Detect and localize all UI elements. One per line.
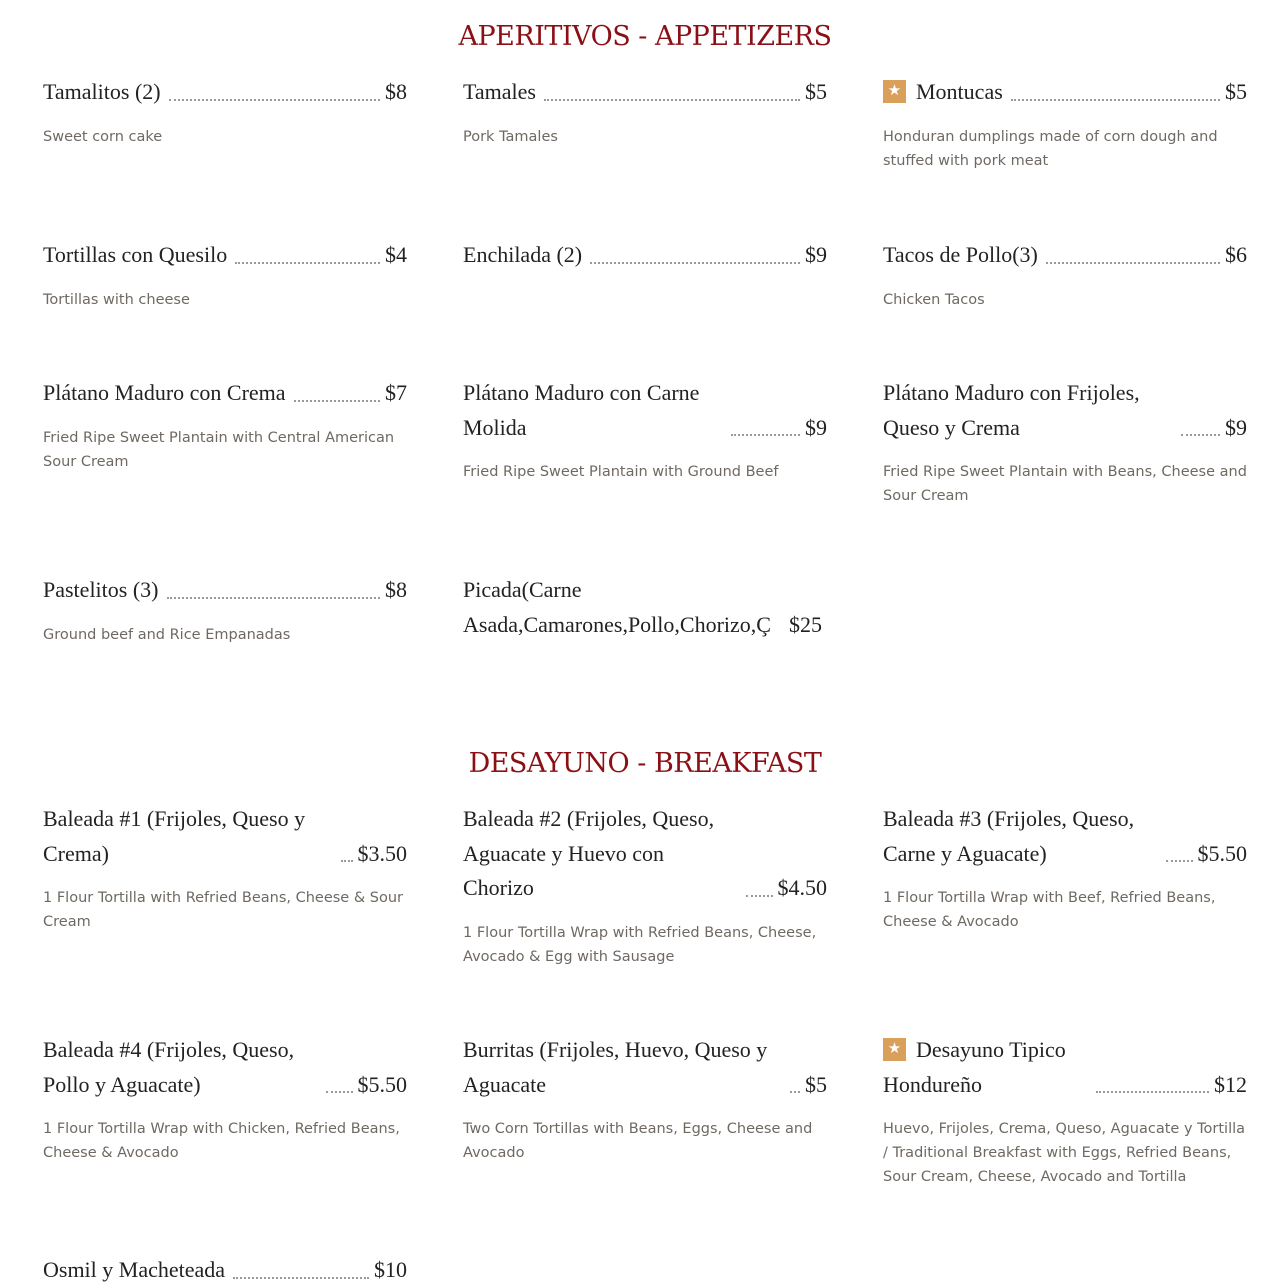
menu-item-desayuno-tipico bbox=[883, 1033, 1247, 1189]
item-price: $12 bbox=[1214, 1071, 1247, 1097]
item-price: $5 bbox=[805, 79, 827, 104]
item-price: $8 bbox=[385, 79, 407, 104]
item-price: $6 bbox=[1225, 242, 1247, 267]
dot-leader bbox=[1096, 1090, 1209, 1093]
item-name-line1: Picada(Carne bbox=[463, 577, 582, 602]
dot-leader bbox=[1011, 98, 1220, 101]
item-description: Sweet corn cake bbox=[43, 128, 163, 145]
item-description: 1 Flour Tortilla Wrap with Chicken, Refried Beans, Cheese & Avocado bbox=[43, 1121, 400, 1161]
item-name: Plátano Maduro con Carne Molida bbox=[463, 380, 700, 440]
item-name-line2: Asada,Camarones,Pollo,Chorizo,Ç bbox=[463, 611, 771, 637]
menu-item-baleada-4 bbox=[43, 1033, 407, 1165]
item-price: $8 bbox=[385, 577, 407, 602]
item-name: Baleada #3 (Frijoles, Queso, Carne y Aguacate) bbox=[883, 806, 1135, 866]
item-description: Fried Ripe Sweet Plantain with Central American Sour Cream bbox=[43, 429, 395, 470]
item-name: Burritas (Frijoles, Huevo, Queso y Aguacate bbox=[463, 1037, 768, 1097]
item-description: 1 Flour Tortilla Wrap with Refried Beans, Cheese, Avocado & Egg with Sausage bbox=[463, 924, 817, 965]
item-description: Two Corn Tortillas with Beans, Eggs, Cheese and Avocado bbox=[463, 1121, 813, 1161]
item-price: $9 bbox=[805, 242, 827, 267]
dot-leader bbox=[294, 399, 380, 402]
item-price: $25 bbox=[789, 611, 822, 637]
section-title-breakfast: DESAYUNO - BREAKFAST bbox=[468, 748, 822, 779]
dot-leader bbox=[326, 1090, 353, 1093]
item-price: $5 bbox=[805, 1071, 827, 1097]
item-price: $5 bbox=[1225, 79, 1247, 104]
menu-item-burritas bbox=[463, 1033, 827, 1165]
item-price: $5.50 bbox=[357, 1071, 407, 1097]
dot-leader bbox=[746, 894, 773, 897]
item-name-text: Montucas bbox=[916, 79, 1003, 104]
menu-item-tamalitos bbox=[43, 75, 407, 149]
dot-leader bbox=[233, 1276, 369, 1279]
item-description: 1 Flour Tortilla Wrap with Beef, Refried Beans, Cheese & Avocado bbox=[883, 890, 1216, 930]
item-name: Plátano Maduro con Frijoles, Queso y Crema bbox=[883, 380, 1140, 440]
item-price: $10 bbox=[374, 1257, 407, 1282]
item-description: 1 Flour Tortilla with Refried Beans, Cheese & Sour Cream bbox=[43, 890, 403, 930]
item-price: $4 bbox=[385, 242, 407, 267]
item-description: Chicken Tacos bbox=[883, 291, 985, 308]
item-name: Plátano Maduro con Crema bbox=[43, 380, 286, 405]
item-price: $5.50 bbox=[1197, 840, 1247, 866]
dot-leader bbox=[731, 433, 800, 436]
item-name-text: Desayuno Tipico Hondureño bbox=[883, 1037, 1066, 1097]
dot-leader bbox=[167, 596, 381, 599]
item-name: Tortillas con Quesilo bbox=[43, 242, 228, 267]
menu-item-montucas bbox=[883, 75, 1247, 173]
menu-item-platano-maduro-crema bbox=[43, 376, 407, 474]
item-description: Ground beef and Rice Empanadas bbox=[43, 626, 291, 643]
menu-item-baleada-3 bbox=[883, 802, 1247, 934]
item-description: Huevo, Frijoles, Crema, Queso, Aguacate y Tortilla / Traditional Breakfast with Eggs, Refried Beans, Sour Cream, Cheese, Avocado and Tortilla bbox=[883, 1121, 1246, 1185]
menu-item-baleada-1 bbox=[43, 802, 407, 934]
menu-item-platano-maduro-carne bbox=[463, 376, 827, 484]
dot-leader bbox=[544, 98, 800, 101]
item-description: Fried Ripe Sweet Plantain with Ground Beef bbox=[463, 464, 779, 480]
dot-leader bbox=[1181, 433, 1220, 436]
dot-leader bbox=[341, 859, 353, 862]
menu-item-platano-maduro-frijoles bbox=[883, 376, 1247, 508]
star-icon: ★ bbox=[883, 1038, 906, 1061]
item-name: Pastelitos (3) bbox=[43, 577, 159, 602]
menu-item-tacos-de-pollo bbox=[883, 238, 1247, 312]
item-name: Tamalitos (2) bbox=[43, 79, 161, 104]
dot-leader bbox=[790, 1090, 800, 1093]
item-price: $4.50 bbox=[777, 875, 827, 900]
item-description: Pork Tamales bbox=[463, 128, 558, 145]
menu-item-pastelitos bbox=[43, 573, 407, 647]
item-name bbox=[883, 75, 1003, 110]
section-title-appetizers: APERITIVOS - APPETIZERS bbox=[458, 21, 832, 52]
item-name: Tacos de Pollo(3) bbox=[883, 242, 1038, 267]
menu-item-osmil-y-macheteada bbox=[43, 1253, 407, 1288]
item-name bbox=[883, 1033, 1088, 1102]
item-name: Tamales bbox=[463, 79, 536, 104]
item-description: Honduran dumplings made of corn dough and stuffed with pork meat bbox=[883, 128, 1218, 169]
item-description: Fried Ripe Sweet Plantain with Beans, Cheese and Sour Cream bbox=[883, 464, 1247, 504]
menu-item-enchilada bbox=[463, 238, 827, 273]
item-price: $9 bbox=[805, 414, 827, 440]
item-name: Baleada #2 (Frijoles, Queso, Aguacate y Huevo con Chorizo bbox=[463, 806, 715, 900]
item-name bbox=[463, 573, 787, 642]
item-name: Baleada #1 (Frijoles, Queso y Crema) bbox=[43, 806, 306, 866]
dot-leader bbox=[590, 261, 800, 264]
menu-item-baleada-2 bbox=[463, 802, 827, 969]
menu-item-picada bbox=[463, 573, 827, 642]
item-name: Enchilada (2) bbox=[463, 242, 583, 267]
menu-item-tamales bbox=[463, 75, 827, 149]
star-icon: ★ bbox=[883, 80, 906, 103]
item-price: $3.50 bbox=[357, 840, 407, 866]
menu-item-tortillas-con-quesilo bbox=[43, 238, 407, 312]
dot-leader bbox=[169, 98, 380, 101]
item-price: $7 bbox=[385, 380, 407, 405]
item-description: Tortillas with cheese bbox=[43, 291, 190, 308]
dot-leader bbox=[1166, 859, 1193, 862]
item-price: $9 bbox=[1225, 414, 1247, 440]
dot-leader bbox=[1046, 261, 1220, 264]
item-name: Baleada #4 (Frijoles, Queso, Pollo y Aguacate) bbox=[43, 1037, 295, 1097]
dot-leader bbox=[235, 261, 380, 264]
item-name: Osmil y Macheteada bbox=[43, 1257, 226, 1282]
